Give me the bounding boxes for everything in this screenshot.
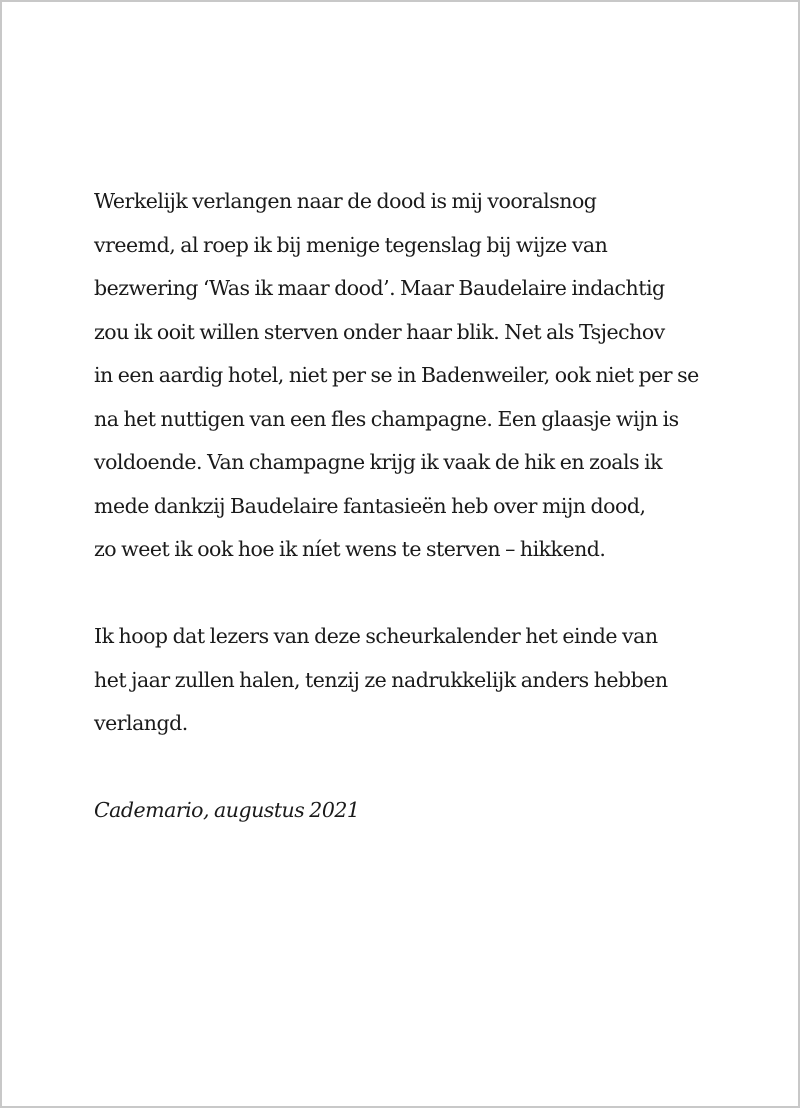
- text-line: na het nuttigen van een fles champagne. Een glaasje wijn is: [94, 406, 679, 431]
- paragraph-1: [94, 180, 754, 572]
- text-line: het jaar zullen halen, tenzij ze nadrukkelijk anders hebben: [94, 667, 668, 692]
- text-line: verlangd.: [94, 711, 188, 735]
- body-text: [94, 180, 754, 853]
- place-date-signature: Cademario, augustus 2021: [94, 798, 360, 822]
- text-line: Werkelijk verlangen naar de dood is mij vooralsnog: [94, 189, 597, 213]
- text-line: zo weet ik ook hoe ik níet wens te sterven – hikkend.: [94, 537, 606, 561]
- text-line: vreemd, al roep ik bij menige tegenslag bij wijze van: [94, 232, 608, 257]
- text-line: zou ik ooit willen sterven onder haar blik. Net als Tsjechov: [94, 319, 665, 344]
- text-line: bezwering ‘Was ik maar dood’. Maar Baudelaire indachtig: [94, 276, 665, 300]
- paragraph-2: [94, 615, 754, 746]
- text-line: mede dankzij Baudelaire fantasieën heb over mijn dood,: [94, 493, 646, 518]
- text-line: in een aardig hotel, niet per se in Badenweiler, ook niet per se: [94, 363, 699, 387]
- text-line: Ik hoop dat lezers van deze scheurkalender het einde van: [94, 624, 658, 648]
- text-line: voldoende. Van champagne krijg ik vaak de hik en zoals ik: [94, 450, 663, 474]
